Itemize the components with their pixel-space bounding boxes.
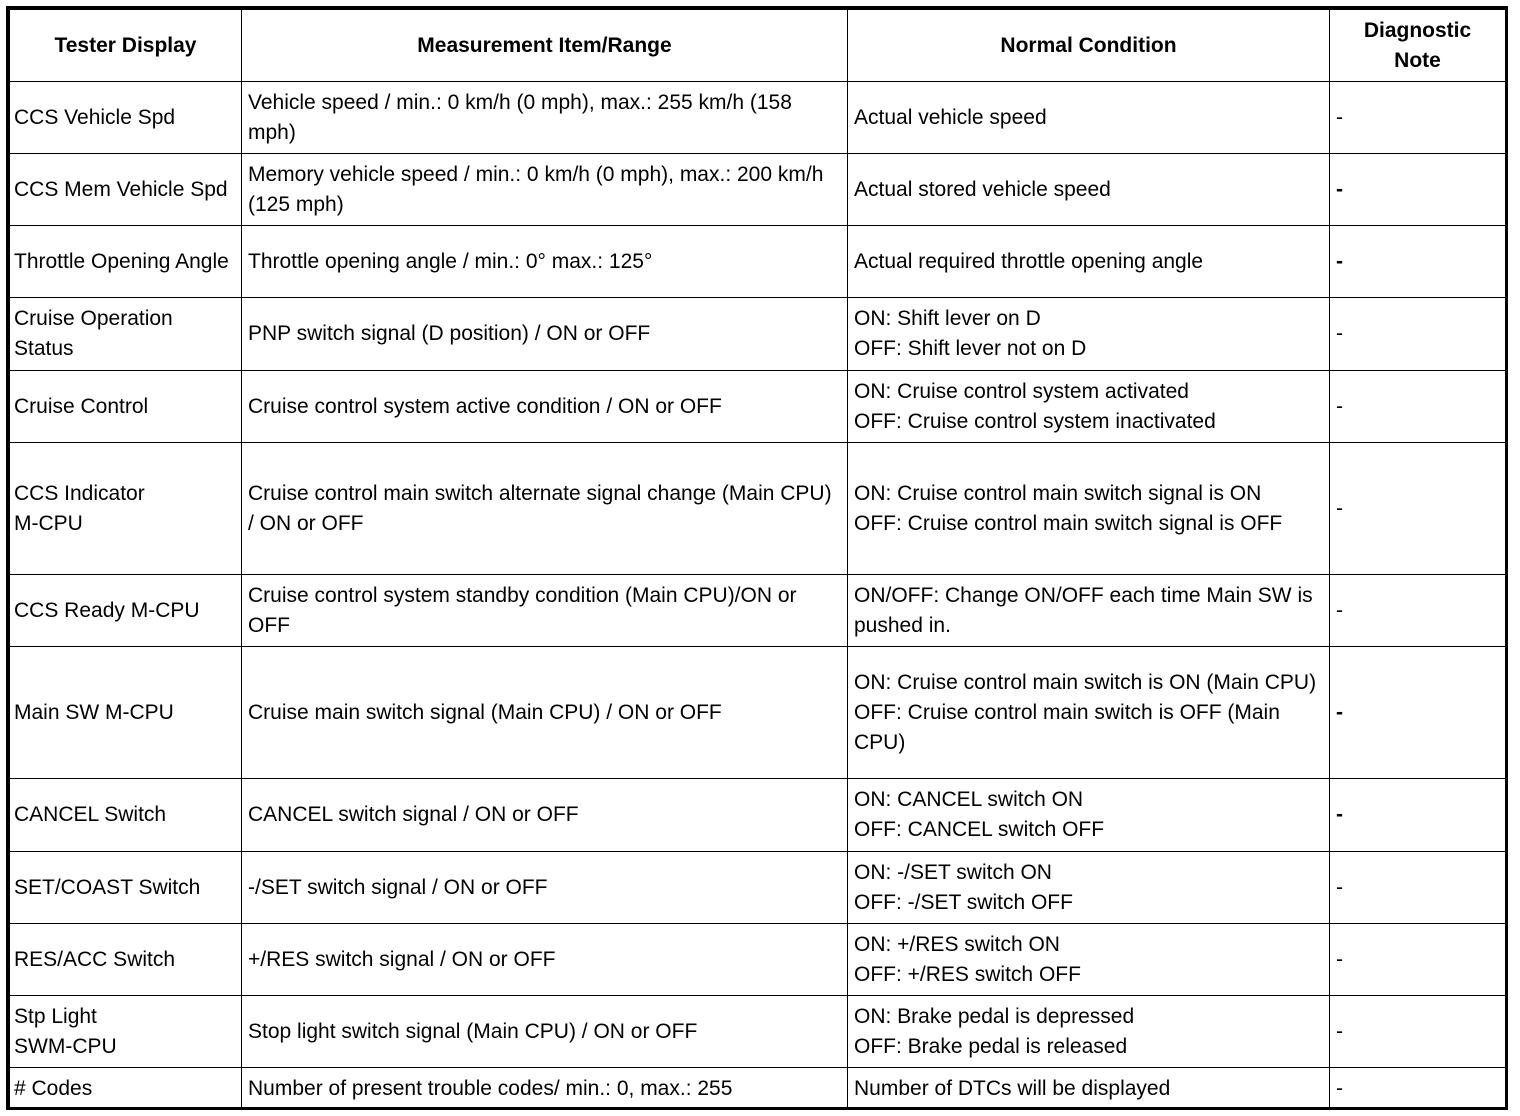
table-row [10, 924, 1506, 996]
tester-display-cell: CCS Ready M-CPU [10, 575, 242, 647]
condition-cell: Actual stored vehicle speed [848, 154, 1330, 226]
table-row [10, 1068, 1506, 1110]
measurement-cell: CANCEL switch signal / ON or OFF [242, 779, 848, 852]
table-row [10, 647, 1506, 779]
table-row [10, 226, 1506, 298]
condition-cell: ON: -/SET switch ON OFF: -/SET switch OFF [848, 852, 1330, 924]
table-row [10, 371, 1506, 443]
measurement-cell: -/SET switch signal / ON or OFF [242, 852, 848, 924]
measurement-cell: Throttle opening angle / min.: 0° max.: 125° [242, 226, 848, 298]
note-cell: - [1330, 647, 1506, 779]
condition-cell: ON: Cruise control main switch signal is ON OFF: Cruise control main switch signal is OFF [848, 443, 1330, 575]
data-monitor-table [9, 9, 1506, 1110]
measurement-cell: Cruise control main switch alternate signal change (Main CPU) / ON or OFF [242, 443, 848, 575]
condition-cell: Number of DTCs will be displayed [848, 1068, 1330, 1110]
table-row [10, 779, 1506, 852]
table-row [10, 852, 1506, 924]
tester-display-cell: # Codes [10, 1068, 242, 1110]
tester-display-cell: Throttle Opening Angle [10, 226, 242, 298]
header-tester-display: Tester Display [10, 10, 242, 82]
table-row [10, 154, 1506, 226]
tester-display-cell: CCS Indicator M-CPU [10, 443, 242, 575]
condition-cell: Actual vehicle speed [848, 82, 1330, 154]
condition-cell: ON: Shift lever on D OFF: Shift lever not on D [848, 298, 1330, 371]
measurement-cell: Vehicle speed / min.: 0 km/h (0 mph), max.: 255 km/h (158 mph) [242, 82, 848, 154]
table-row [10, 575, 1506, 647]
note-cell: - [1330, 779, 1506, 852]
condition-cell: ON: Brake pedal is depressed OFF: Brake pedal is released [848, 996, 1330, 1068]
note-cell: - [1330, 82, 1506, 154]
note-cell: - [1330, 226, 1506, 298]
note-cell: - [1330, 1068, 1506, 1110]
header-row [10, 10, 1506, 82]
measurement-cell: PNP switch signal (D position) / ON or OFF [242, 298, 848, 371]
measurement-cell: Cruise control system active condition / ON or OFF [242, 371, 848, 443]
tester-display-cell: Cruise Operation Status [10, 298, 242, 371]
note-cell: - [1330, 575, 1506, 647]
condition-cell: Actual required throttle opening angle [848, 226, 1330, 298]
table-row [10, 443, 1506, 575]
measurement-cell: Cruise main switch signal (Main CPU) / ON or OFF [242, 647, 848, 779]
table-row [10, 298, 1506, 371]
condition-cell: ON: Cruise control system activated OFF: Cruise control system inactivated [848, 371, 1330, 443]
note-cell: - [1330, 154, 1506, 226]
measurement-cell: Number of present trouble codes/ min.: 0, max.: 255 [242, 1068, 848, 1110]
table-row [10, 82, 1506, 154]
measurement-cell: Stop light switch signal (Main CPU) / ON or OFF [242, 996, 848, 1068]
header-diagnostic-note: Diagnostic Note [1330, 10, 1506, 82]
condition-cell: ON/OFF: Change ON/OFF each time Main SW is pushed in. [848, 575, 1330, 647]
condition-cell: ON: Cruise control main switch is ON (Main CPU) OFF: Cruise control main switch is OFF (Main CPU) [848, 647, 1330, 779]
measurement-cell: Memory vehicle speed / min.: 0 km/h (0 mph), max.: 200 km/h (125 mph) [242, 154, 848, 226]
header-normal-condition: Normal Condition [848, 10, 1330, 82]
condition-cell: ON: +/RES switch ON OFF: +/RES switch OFF [848, 924, 1330, 996]
tester-display-cell: CANCEL Switch [10, 779, 242, 852]
tester-display-cell: Cruise Control [10, 371, 242, 443]
data-table-frame [6, 6, 1508, 1110]
tester-display-cell: Main SW M-CPU [10, 647, 242, 779]
note-cell: - [1330, 996, 1506, 1068]
measurement-cell: Cruise control system standby condition (Main CPU)/ON or OFF [242, 575, 848, 647]
tester-display-cell: SET/COAST Switch [10, 852, 242, 924]
measurement-cell: +/RES switch signal / ON or OFF [242, 924, 848, 996]
tester-display-cell: Stp Light SWM-CPU [10, 996, 242, 1068]
tester-display-cell: CCS Vehicle Spd [10, 82, 242, 154]
condition-cell: ON: CANCEL switch ON OFF: CANCEL switch OFF [848, 779, 1330, 852]
note-cell: - [1330, 924, 1506, 996]
note-cell: - [1330, 298, 1506, 371]
note-cell: - [1330, 443, 1506, 575]
tester-display-cell: CCS Mem Vehicle Spd [10, 154, 242, 226]
header-measurement-item: Measurement Item/Range [242, 10, 848, 82]
note-cell: - [1330, 371, 1506, 443]
tester-display-cell: RES/ACC Switch [10, 924, 242, 996]
note-cell: - [1330, 852, 1506, 924]
table-row [10, 996, 1506, 1068]
